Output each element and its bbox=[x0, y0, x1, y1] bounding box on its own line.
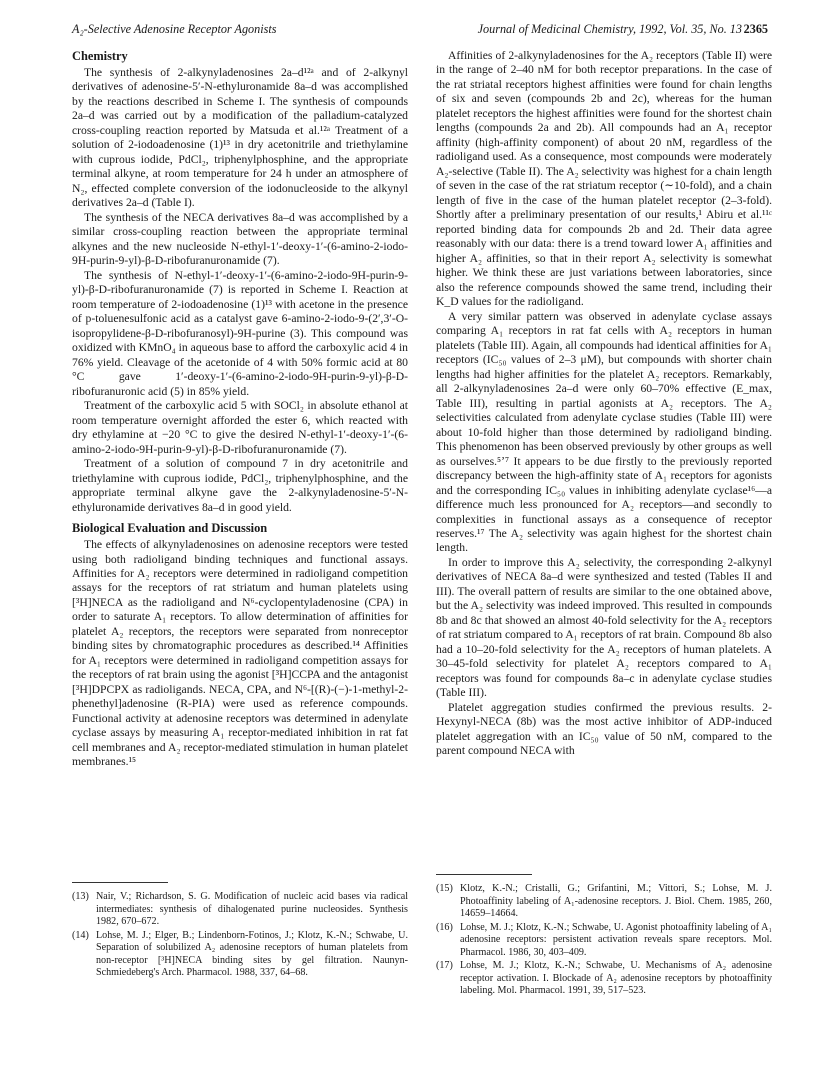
right-column bbox=[436, 49, 772, 759]
reference-item bbox=[436, 922, 772, 960]
footnote-rule bbox=[436, 874, 532, 875]
footnote-rule bbox=[72, 882, 168, 883]
reference-number: (13) bbox=[72, 891, 89, 902]
header-title: A₂-Selective Adenosine Receptor Agonists bbox=[72, 22, 277, 36]
footnotes-right bbox=[436, 874, 772, 999]
footnotes-left bbox=[72, 882, 408, 981]
reference-text: Lohse, M. J.; Klotz, K.-N.; Schwabe, U. Mechanisms of A₂ adenosine receptor activation. I. Blockade of A₂ adenosine receptors by photoaffinity labeling. Mol. Pharmacol. 1991, 39, 517–523. bbox=[460, 960, 772, 996]
paragraph: The synthesis of the NECA derivatives 8a–d was accomplished by a similar cross-coupling reaction between the appropriate terminal alkynes and the new nucleoside N-ethyl-1′-deoxy-1′-(6-amino-2-iodo-9H-purin-9-yl)-β-D-ribofuranuronamide (7). bbox=[72, 210, 408, 268]
reference-item bbox=[72, 930, 408, 980]
paragraph: The effects of alkynyladenosines on adenosine receptors were tested using both radioligand binding techniques and functional assays. Affinities for A₂ receptors were determined in radioligand competition assays for the receptors of rat striatum and human platelets using [³H]NECA as the radioligand and N⁶-cyclopentyladenosine (CPA) in order to saturate A₁ receptors. To allow determination of affinities for platelet A₂ receptors, the receptors were separated from nonreceptor binding sites by chromatographic procedures as described.¹⁴ Affinities for A₁ receptors were determined in radioligand competition assays for the receptors of rat brain using the agonist [³H]CCPA and the antagonist [³H]DPCPX as radioligands. NECA, CPA, and N⁶-[(R)-(−)-1-methyl-2-phenethyl]adenosine (R-PIA) were used as reference compounds. Functional activity at adenosine receptors was determined in adenylate cyclase assays by measuring A₁ receptor-mediated inhibition in rat fat cell membranes and A₂ receptor-mediated stimulation in human platelet membranes.¹⁵ bbox=[72, 538, 408, 769]
reference-number: (17) bbox=[436, 960, 453, 971]
reference-text: Lohse, M. J.; Klotz, K.-N.; Schwabe, U. Agonist photoaffinity labeling of A₁ adenosine receptors: persistent activation reveals spare receptors. Mol. Pharmacol. 1986, 30, 403–409. bbox=[460, 921, 772, 958]
section-heading-chemistry: Chemistry bbox=[72, 49, 128, 63]
left-column bbox=[72, 49, 408, 770]
page-number: 2365 bbox=[743, 22, 768, 36]
paragraph: A very similar pattern was observed in adenylate cyclase assays comparing A₁ receptors in rat fat cells with A₂ receptors in human platelets (Table III). Again, all compounds had identical affinities for A₁ receptors (IC₅₀ values of 2–3 μM), but compounds with shorter chain lengths had higher affinities for the platelet A₂ receptors. Remarkably, all 2-alkynyladenosines 2a–d were only 60–70% effective (E_max, Table III), resulting in partial agonists at A₂ receptors. The A₂ selectivities calculated from adenylate cyclase studies (Table III) were about 10-fold higher than those determined by radioligand binding. This phenomenon has been observed previously by other groups as well as ourselves.⁵ʼ⁷ It appears to be due firstly to the previously reported discrepancy between the high-affinity state of A₁ receptors for agonists and the corresponding IC₅₀ values in inhibiting adenylate cyclase¹⁶—a difference much less pronounced for A₂ receptors—and secondly to complexities in functional assays as a consequence of receptor reserves.¹⁷ The A₂ selectivity was again highest for the shortest chain length. bbox=[436, 309, 772, 555]
paragraph: Treatment of a solution of compound 7 in dry acetonitrile and triethylamine with cuprous iodide, PdCl₂, triphenylphosphine, and the appropriate terminal alkyne gave the 2-alkynyladenosine-5′-N-ethyluronamide derivatives 8a–d in good yield. bbox=[72, 457, 408, 514]
paragraph: In order to improve this A₂ selectivity, the corresponding 2-alkynyl derivatives of NECA 8a–d were synthesized and tested (Tables II and III). The overall pattern of results are similar to the one obtained above, but the A₂ selectivity was indeed improved. This resulted in compounds 8b and 8c that showed an almost 40-fold selectivity for the A₂ receptors of rat striatum compared to A₁ receptors of rat brain. Compound 8b also had a 10–20-fold selectivity for the A₂ receptors of human platelets. A 30–45-fold selectivity for platelet A₂ receptors compared to A₁ receptors was found for compounds 8a–c in adenylate cyclase studies (Table III). bbox=[436, 555, 772, 700]
paragraph: Treatment of the carboxylic acid 5 with SOCl₂ in absolute ethanol at room temperature overnight afforded the ester 6, which reacted with dry ethylamine at −20 °C to give the desired N-ethyl-1′-deoxy-1′-(6-amino-2-iodo-9H-purin-9-yl)-β-D-ribofuranuronamide (7). bbox=[72, 399, 408, 456]
reference-item bbox=[436, 960, 772, 998]
section-heading-biological: Biological Evaluation and Discussion bbox=[72, 521, 268, 536]
paragraph: The synthesis of N-ethyl-1′-deoxy-1′-(6-amino-2-iodo-9H-purin-9-yl)-β-D-ribofuranuronamide (7) is reported in Scheme I. Reaction at room temperature of 2-iodoadenosine (1)¹³ with acetone in the presence of p-toluenesulfonic acid as a catalyst gave 6-amino-2-iodo-9-(2′,3′-O-isopropylidene-β-D-ribofuranosyl)-9H-purine (3). This compound was oxidized with KMnO₄ in aqueous base to afford the carboxylic acid 4 in 76% yield. Cleavage of the acetonide of 4 with 50% formic acid at 80 °C gave 1′-deoxy-1′-(6-amino-2-iodo-9H-purin-9-yl)-β-D-ribofuranuronic acid (5) in 85% yield. bbox=[72, 268, 408, 398]
reference-item bbox=[436, 883, 772, 921]
reference-text: Lohse, M. J.; Elger, B.; Lindenborn-Fotinos, J.; Klotz, K.-N.; Schwabe, U. Separation of solubilized A₂ adenosine receptors of human platelets from non-receptor [³H]NECA binding sites by gel filtration. Naunyn-Schmiedeberg's Arch. Pharmacol. 1988, 337, 64–68. bbox=[96, 929, 408, 978]
reference-text: Klotz, K.-N.; Cristalli, G.; Grifantini, M.; Vittori, S.; Lohse, M. J. Photoaffinity labeling of A₁-adenosine receptors. J. Biol. Chem. 1985, 260, 14659–14664. bbox=[460, 883, 772, 919]
reference-number: (16) bbox=[436, 921, 453, 933]
paragraph: Affinities of 2-alkynyladenosines for the A₂ receptors (Table II) were in the range of 2–40 nM for both receptor preparations. In the case of the rat striatal receptors highest affinities were found for chain lengths of six and seven (compounds 2b and 2c), whereas for the human platelet receptors the highest affinities were found for the shortest chain lengths (compounds 2a and 2b). All compounds had an A₁ receptor affinity (high-affinity component) of about 20 nM, regardless of the radioligand used. As a consequence, most compounds were moderately A₂-selective (Table II). The A₂ selectivity was highest for a chain length of seven in the case of the rat striatum receptor (∼10-fold), and a chain length of five in the case of the human platelet receptor (2–3-fold). Shortly after a preliminary presentation of our results,¹ Abiru et al.¹¹ᶜ reported binding data for compounds 2b and 2d. Their data agree reasonably with our data: there is a trend toward lower A₁ affinities and higher A₂ affinities, so that in their report A₂ selectivity is somewhat higher. We think these are just variations between laboratories, since also the reference compounds showed the same trend, including their K_D values for the radioligand. bbox=[436, 49, 772, 309]
paragraph: Platelet aggregation studies confirmed the previous results. 2-Hexynyl-NECA (8b) was the most active inhibitor of ADP-induced platelet aggregation with an IC₅₀ value of 50 nM, compared to the parent compound NECA with bbox=[436, 700, 772, 758]
reference-item bbox=[72, 891, 408, 929]
reference-number: (14) bbox=[72, 929, 89, 941]
journal-citation: Journal of Medicinal Chemistry, 1992, Vol. 35, No. 13 bbox=[477, 22, 742, 36]
running-header bbox=[72, 22, 768, 40]
reference-number: (15) bbox=[436, 883, 453, 894]
reference-text: Nair, V.; Richardson, S. G. Modification of nucleic acid bases via radical intermediates: synthesis of dihalogenated purine nucleosides. Synthesis 1982, 670–672. bbox=[96, 891, 408, 927]
paragraph: The synthesis of 2-alkynyladenosines 2a–d¹²ᵃ and of 2-alkynyl derivatives of adenosine-5′-N-ethyluronamide 8a–d was accomplished by the reactions described in Scheme I. The synthesis of compounds 2a–d was carried out by a modification of the palladium-catalyzed cross-coupling reaction reported by Matsuda et al.¹²ᵃ Treatment of a solution of 2-iodoadenosine (1)¹³ in dry acetonitrile and triethylamine with cuprous iodide, PdCl₂, triphenylphosphine, and the appropriate terminal alkyne, at room temperature for 24 h under an atmosphere of N₂, effected complete conversion of the iodonucleoside to the alkynyl derivatives 2a–d (Table I). bbox=[72, 66, 408, 210]
